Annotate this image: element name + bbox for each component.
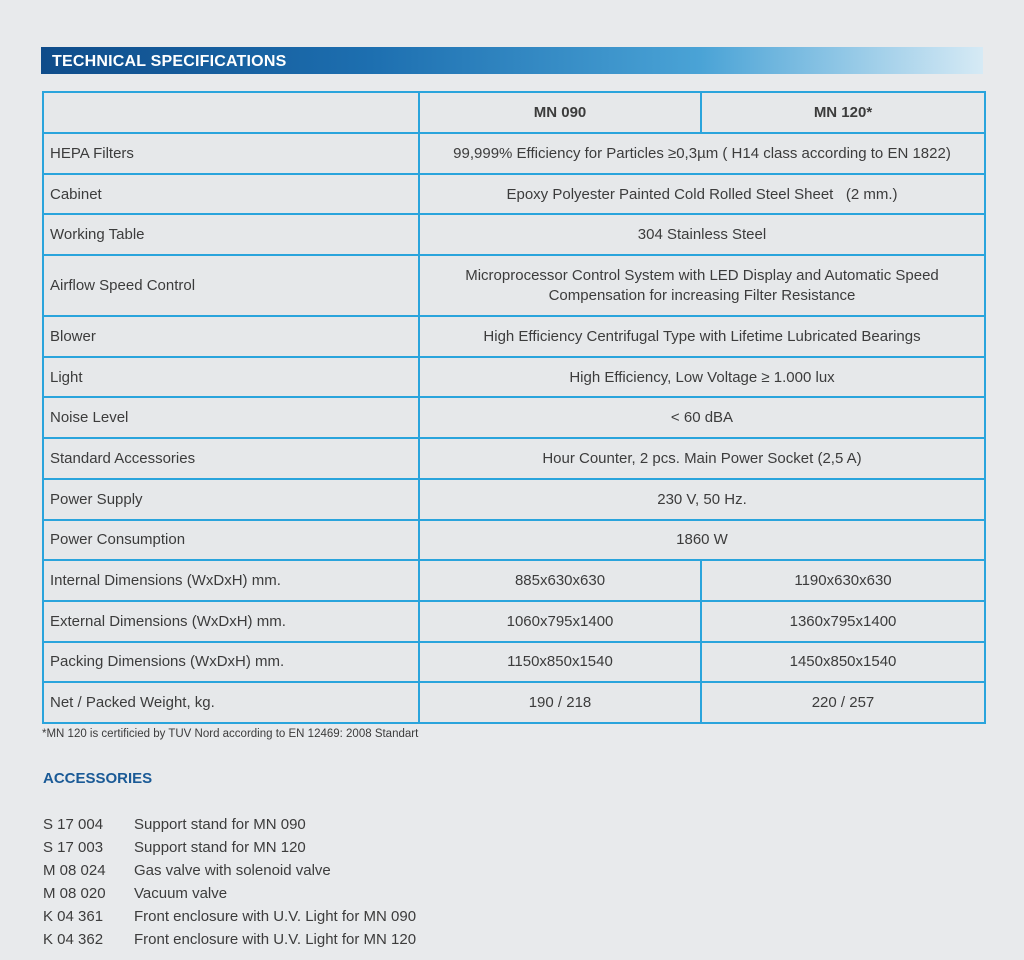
table-row (43, 438, 985, 479)
accessory-description: Support stand for MN 090 (134, 816, 306, 833)
row-label: Cabinet (43, 174, 419, 215)
row-label: Airflow Speed Control (43, 255, 419, 316)
list-item (43, 816, 416, 839)
list-item (43, 885, 416, 908)
row-value-shared: 230 V, 50 Hz. (419, 479, 985, 520)
row-label: Working Table (43, 214, 419, 255)
list-item (43, 862, 416, 885)
row-label: HEPA Filters (43, 133, 419, 174)
accessory-description: Vacuum valve (134, 885, 228, 902)
row-value-mn120: 1190x630x630 (701, 560, 985, 601)
row-value-shared: Hour Counter, 2 pcs. Main Power Socket (2,5 A) (419, 438, 985, 479)
list-item (43, 931, 416, 954)
table-row (43, 560, 985, 601)
table-row (43, 520, 985, 561)
table-row (43, 601, 985, 642)
table-row (43, 682, 985, 723)
row-value-shared: 304 Stainless Steel (419, 214, 985, 255)
footnote: *MN 120 is certificied by TUV Nord according to EN 12469: 2008 Standart (42, 728, 419, 740)
table-row (43, 479, 985, 520)
spec-table (42, 91, 986, 724)
table-row (43, 316, 985, 357)
row-value-mn090: 1060x795x1400 (419, 601, 701, 642)
section-header-bar (41, 47, 983, 74)
row-value-shared: Epoxy Polyester Painted Cold Rolled Steel Sheet (2 mm.) (419, 174, 985, 215)
accessories-list (43, 816, 416, 954)
row-value-line-1: Microprocessor Control System with LED Display and Automatic Speed (465, 266, 939, 284)
row-label: Packing Dimensions (WxDxH) mm. (43, 642, 419, 683)
row-label: External Dimensions (WxDxH) mm. (43, 601, 419, 642)
row-value-mn090: 190 / 218 (419, 682, 701, 723)
row-label: Internal Dimensions (WxDxH) mm. (43, 560, 419, 601)
table-header-row (43, 92, 985, 133)
row-value-shared: 99,999% Efficiency for Particles ≥0,3µm ( H14 class according to EN 1822) (419, 133, 985, 174)
accessory-code: K 04 362 (43, 931, 104, 948)
row-label: Blower (43, 316, 419, 357)
table-row (43, 255, 985, 316)
section-title: TECHNICAL SPECIFICATIONS (52, 53, 287, 70)
header-cell-mn120: MN 120* (701, 92, 985, 133)
row-value-mn120: 1360x795x1400 (701, 601, 985, 642)
row-value-mn120: 1450x850x1540 (701, 642, 985, 683)
row-label: Light (43, 357, 419, 398)
header-cell-empty (43, 92, 419, 133)
row-value-shared (419, 255, 985, 316)
accessory-code: M 08 024 (43, 862, 106, 879)
list-item (43, 908, 416, 931)
accessory-code: M 08 020 (43, 885, 106, 902)
row-value-shared: High Efficiency, Low Voltage ≥ 1.000 lux (419, 357, 985, 398)
row-value-shared: < 60 dBA (419, 397, 985, 438)
table-row (43, 397, 985, 438)
table-row (43, 174, 985, 215)
row-value-mn090: 885x630x630 (419, 560, 701, 601)
accessory-description: Front enclosure with U.V. Light for MN 120 (134, 931, 417, 948)
accessory-code: K 04 361 (43, 908, 104, 925)
accessory-code: S 17 003 (43, 839, 104, 856)
table-row (43, 642, 985, 683)
row-value-line-2: Compensation for increasing Filter Resistance (548, 286, 856, 304)
row-value-mn090: 1150x850x1540 (419, 642, 701, 683)
table-row (43, 133, 985, 174)
row-value-shared: 1860 W (419, 520, 985, 561)
row-label: Power Consumption (43, 520, 419, 561)
accessory-description: Gas valve with solenoid valve (134, 862, 331, 879)
row-label: Noise Level (43, 397, 419, 438)
list-item (43, 839, 416, 862)
header-cell-mn090: MN 090 (419, 92, 701, 133)
table-row (43, 357, 985, 398)
accessories-title: ACCESSORIES (43, 770, 153, 787)
accessory-code: S 17 004 (43, 816, 104, 833)
row-value-shared: High Efficiency Centrifugal Type with Lifetime Lubricated Bearings (419, 316, 985, 357)
accessory-description: Support stand for MN 120 (134, 839, 306, 856)
table-row (43, 214, 985, 255)
row-label: Standard Accessories (43, 438, 419, 479)
row-label: Net / Packed Weight, kg. (43, 682, 419, 723)
row-value-mn120: 220 / 257 (701, 682, 985, 723)
row-label: Power Supply (43, 479, 419, 520)
accessory-description: Front enclosure with U.V. Light for MN 090 (134, 908, 417, 925)
